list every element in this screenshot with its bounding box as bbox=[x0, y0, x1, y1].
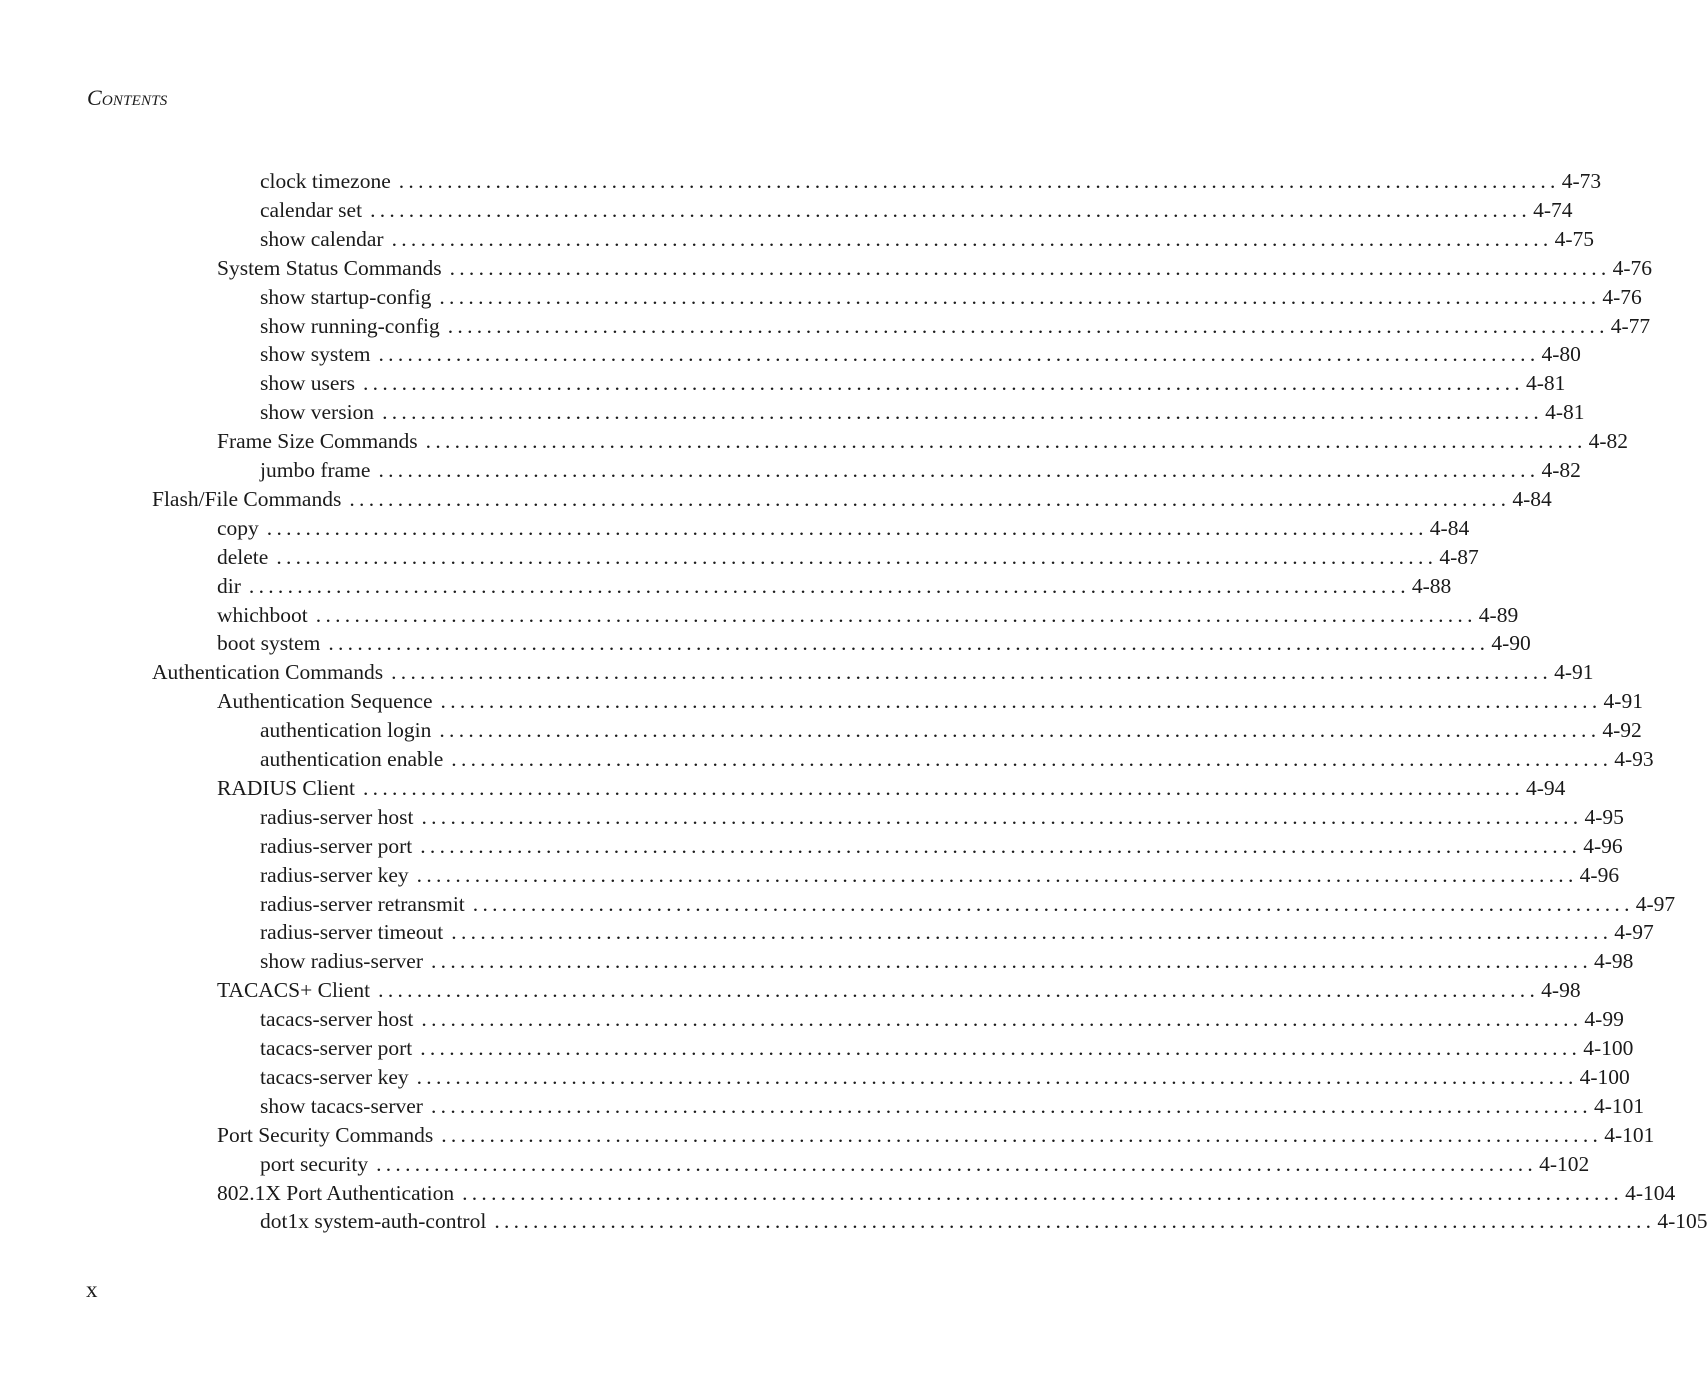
toc-entry[interactable] bbox=[217, 976, 1581, 1005]
toc-entry-page: 4-82 bbox=[1588, 429, 1629, 454]
toc-entry-label: System Status Commands bbox=[217, 255, 442, 280]
dot-leader: ........................................................................................................................ bbox=[425, 429, 1587, 454]
toc-entry-label: dot1x system-auth-control bbox=[260, 1209, 487, 1234]
toc-entry-label: delete bbox=[217, 544, 269, 569]
dot-leader: ........................................................................................................................ bbox=[421, 804, 1583, 829]
toc-entry-label: show system bbox=[260, 342, 371, 367]
toc-entry-label: show calendar bbox=[260, 226, 384, 251]
toc-entry-page: 4-76 bbox=[1612, 255, 1652, 280]
toc-entry-label: Authentication Sequence bbox=[217, 689, 433, 714]
dot-leader: ........................................................................................................................ bbox=[276, 544, 1438, 569]
toc-entry[interactable] bbox=[260, 832, 1623, 861]
toc-entry-page: 4-96 bbox=[1579, 862, 1620, 887]
toc-entry-page: 4-102 bbox=[1539, 1151, 1590, 1176]
toc-entry-page: 4-91 bbox=[1603, 689, 1643, 714]
toc-entry[interactable] bbox=[217, 1179, 1676, 1208]
toc-entry-label: Port Security Commands bbox=[217, 1122, 434, 1147]
toc-entry-page: 4-88 bbox=[1411, 573, 1452, 598]
toc-entry[interactable] bbox=[260, 1005, 1624, 1034]
dot-leader: ........................................................................................................................ bbox=[462, 1180, 1624, 1205]
dot-leader: ........................................................................................................................ bbox=[416, 862, 1578, 887]
toc-entry-label: show version bbox=[260, 400, 375, 425]
dot-leader: ........................................................................................................................ bbox=[451, 747, 1613, 771]
toc-entry-label: TACACS+ Client bbox=[217, 978, 371, 1003]
toc-entry[interactable] bbox=[260, 456, 1581, 485]
toc-entry-page: 4-97 bbox=[1614, 920, 1654, 945]
dot-leader: ........................................................................................................................ bbox=[451, 920, 1613, 945]
dot-leader: ........................................................................................................................ bbox=[391, 660, 1553, 685]
toc-entry-page: 4-89 bbox=[1478, 602, 1519, 627]
toc-entry[interactable] bbox=[260, 283, 1642, 312]
toc-entry-page: 4-104 bbox=[1625, 1180, 1676, 1205]
dot-leader: ........................................................................................................................ bbox=[362, 775, 1524, 800]
toc-entry-page: 4-95 bbox=[1584, 804, 1624, 829]
toc-entry[interactable] bbox=[260, 225, 1594, 254]
toc-entry[interactable] bbox=[260, 398, 1585, 427]
toc-entry-page: 4-73 bbox=[1561, 169, 1602, 193]
dot-leader: ........................................................................................................................ bbox=[494, 1209, 1656, 1234]
toc-entry-page: 4-81 bbox=[1545, 400, 1585, 425]
toc-entry-label: radius-server retransmit bbox=[260, 891, 465, 916]
dot-leader: ........................................................................................................................ bbox=[266, 515, 1428, 540]
toc-entry-label: show startup-config bbox=[260, 284, 432, 309]
toc-entry[interactable] bbox=[217, 543, 1479, 572]
dot-leader: ........................................................................................................................ bbox=[378, 342, 1540, 367]
toc-entry-label: show radius-server bbox=[260, 949, 423, 974]
toc-entry-label: whichboot bbox=[217, 602, 308, 627]
toc-entry[interactable] bbox=[260, 861, 1620, 890]
toc-entry-page: 4-101 bbox=[1604, 1122, 1655, 1147]
dot-leader: ........................................................................................................................ bbox=[440, 689, 1602, 714]
toc-entry-label: show users bbox=[260, 371, 355, 396]
toc-entry-page: 4-101 bbox=[1593, 1093, 1645, 1118]
toc-entry[interactable] bbox=[217, 572, 1452, 601]
dot-leader: ........................................................................................................................ bbox=[362, 371, 1524, 396]
toc-entry-label: calendar set bbox=[260, 197, 363, 222]
running-header: Contents bbox=[87, 85, 168, 110]
page-number: x bbox=[86, 1277, 98, 1302]
toc-entry-page: 4-92 bbox=[1602, 718, 1642, 743]
toc-entry-page: 4-99 bbox=[1584, 1007, 1624, 1032]
toc-entry[interactable] bbox=[260, 890, 1676, 919]
toc-entry-label: Frame Size Commands bbox=[217, 429, 418, 454]
toc-entry[interactable] bbox=[260, 947, 1634, 976]
toc-entry[interactable] bbox=[260, 369, 1566, 398]
toc-entry[interactable] bbox=[260, 1207, 1707, 1236]
toc-entry-label: radius-server timeout bbox=[260, 920, 444, 945]
toc-entry[interactable] bbox=[260, 312, 1651, 341]
dot-leader: ........................................................................................................................ bbox=[378, 978, 1540, 1003]
toc-entry[interactable] bbox=[260, 1150, 1590, 1179]
toc-entry-page: 4-96 bbox=[1583, 833, 1623, 858]
dot-leader: ........................................................................................................................ bbox=[431, 949, 1592, 974]
toc-entry[interactable] bbox=[260, 1092, 1645, 1121]
toc-entry-page: 4-74 bbox=[1533, 197, 1573, 222]
toc-entry-label: radius-server port bbox=[260, 833, 413, 858]
dot-leader: ........................................................................................................................ bbox=[382, 400, 1544, 425]
toc-entry-label: port security bbox=[260, 1151, 369, 1176]
dot-leader: ........................................................................................................................ bbox=[447, 313, 1609, 338]
toc-entry-label: Authentication Commands bbox=[152, 660, 384, 685]
toc-entry[interactable] bbox=[260, 803, 1624, 832]
toc-entry[interactable] bbox=[217, 774, 1566, 803]
dot-leader: ........................................................................................................................ bbox=[398, 169, 1560, 193]
toc-entry[interactable] bbox=[217, 514, 1470, 543]
toc-entry-page: 4-87 bbox=[1439, 544, 1479, 569]
toc-entry[interactable] bbox=[260, 196, 1573, 225]
toc-entry-page: 4-76 bbox=[1602, 284, 1642, 309]
toc-entry[interactable] bbox=[260, 340, 1581, 369]
toc-entry-label: tacacs-server host bbox=[260, 1007, 414, 1032]
dot-leader: ........................................................................................................................ bbox=[378, 458, 1540, 482]
toc-entry-label: show running-config bbox=[260, 313, 440, 338]
dot-leader: ........................................................................................................................ bbox=[472, 891, 1634, 916]
toc-entry[interactable] bbox=[217, 687, 1643, 716]
toc-entry-page: 4-90 bbox=[1491, 631, 1531, 656]
toc-entry-label: clock timezone bbox=[260, 169, 391, 193]
toc-entry-label: jumbo frame bbox=[260, 458, 371, 482]
dot-leader: ........................................................................................................................ bbox=[439, 718, 1601, 743]
toc-entry-label: tacacs-server port bbox=[260, 1036, 413, 1060]
dot-leader: ........................................................................................................................ bbox=[439, 284, 1601, 309]
toc-entry[interactable] bbox=[260, 1034, 1634, 1063]
toc-entry[interactable] bbox=[217, 427, 1629, 456]
toc-entry[interactable] bbox=[217, 629, 1531, 658]
dot-leader: ........................................................................................................................ bbox=[416, 1064, 1578, 1089]
toc-entry-label: tacacs-server key bbox=[260, 1064, 409, 1089]
toc-entry-label: show tacacs-server bbox=[260, 1093, 423, 1118]
dot-leader: ........................................................................................................................ bbox=[420, 1036, 1582, 1060]
toc-entry[interactable] bbox=[152, 485, 1552, 514]
toc-entry-label: 802.1X Port Authentication bbox=[217, 1180, 455, 1205]
toc-entry-label: copy bbox=[217, 515, 259, 540]
toc-entry-page: 4-77 bbox=[1610, 313, 1651, 338]
dot-leader: ........................................................................................................................ bbox=[449, 255, 1611, 280]
toc-entry-label: boot system bbox=[217, 631, 321, 656]
toc-entry-page: 4-75 bbox=[1554, 226, 1594, 251]
dot-leader: ........................................................................................................................ bbox=[328, 631, 1490, 656]
dot-leader: ........................................................................................................................ bbox=[421, 1007, 1583, 1032]
toc-entry-label: Flash/File Commands bbox=[152, 486, 342, 511]
dot-leader: ........................................................................................................................ bbox=[349, 486, 1511, 511]
toc-entry-label: radius-server key bbox=[260, 862, 409, 887]
toc-entry-label: radius-server host bbox=[260, 804, 414, 829]
toc-entry[interactable] bbox=[217, 1121, 1655, 1150]
toc-entry-label: authentication enable bbox=[260, 747, 444, 771]
toc-entry-page: 4-93 bbox=[1614, 747, 1654, 771]
toc-entry-page: 4-84 bbox=[1512, 486, 1552, 511]
toc-entry-page: 4-98 bbox=[1541, 978, 1581, 1003]
dot-leader: ........................................................................................................................ bbox=[391, 226, 1553, 251]
dot-leader: ........................................................................................................................ bbox=[441, 1122, 1603, 1147]
toc-entry[interactable] bbox=[217, 601, 1519, 630]
dot-leader: ........................................................................................................................ bbox=[315, 602, 1477, 627]
toc-entry[interactable] bbox=[217, 254, 1652, 283]
dot-leader: ........................................................................................................................ bbox=[370, 197, 1532, 222]
toc-entry-page: 4-81 bbox=[1525, 371, 1566, 396]
toc-entry-page: 4-105 bbox=[1657, 1209, 1707, 1234]
toc-entry-page: 4-98 bbox=[1594, 949, 1634, 974]
toc-entry-page: 4-91 bbox=[1554, 660, 1594, 685]
toc-entry-label: RADIUS Client bbox=[217, 775, 355, 800]
toc-entry[interactable] bbox=[260, 745, 1654, 774]
toc-entry-page: 4-82 bbox=[1541, 458, 1581, 482]
toc-entry[interactable] bbox=[152, 658, 1594, 687]
dot-leader: ........................................................................................................................ bbox=[430, 1093, 1592, 1118]
toc-entry[interactable] bbox=[260, 167, 1602, 196]
dot-leader: ........................................................................................................................ bbox=[376, 1151, 1538, 1176]
toc-entry-page: 4-97 bbox=[1635, 891, 1676, 916]
toc-entry[interactable] bbox=[260, 918, 1654, 947]
toc-entry-page: 4-94 bbox=[1525, 775, 1566, 800]
toc-entry[interactable] bbox=[260, 1063, 1630, 1092]
toc-entry[interactable] bbox=[260, 716, 1642, 745]
toc-entry-page: 4-100 bbox=[1579, 1064, 1630, 1089]
dot-leader: ........................................................................................................................ bbox=[248, 573, 1410, 598]
toc-entry-page: 4-84 bbox=[1429, 515, 1470, 540]
toc-entry-label: dir bbox=[217, 573, 241, 598]
toc-entry-label: authentication login bbox=[260, 718, 432, 743]
dot-leader: ........................................................................................................................ bbox=[420, 833, 1582, 858]
toc-entry-page: 4-80 bbox=[1541, 342, 1581, 367]
toc-entry-page: 4-100 bbox=[1583, 1036, 1634, 1060]
